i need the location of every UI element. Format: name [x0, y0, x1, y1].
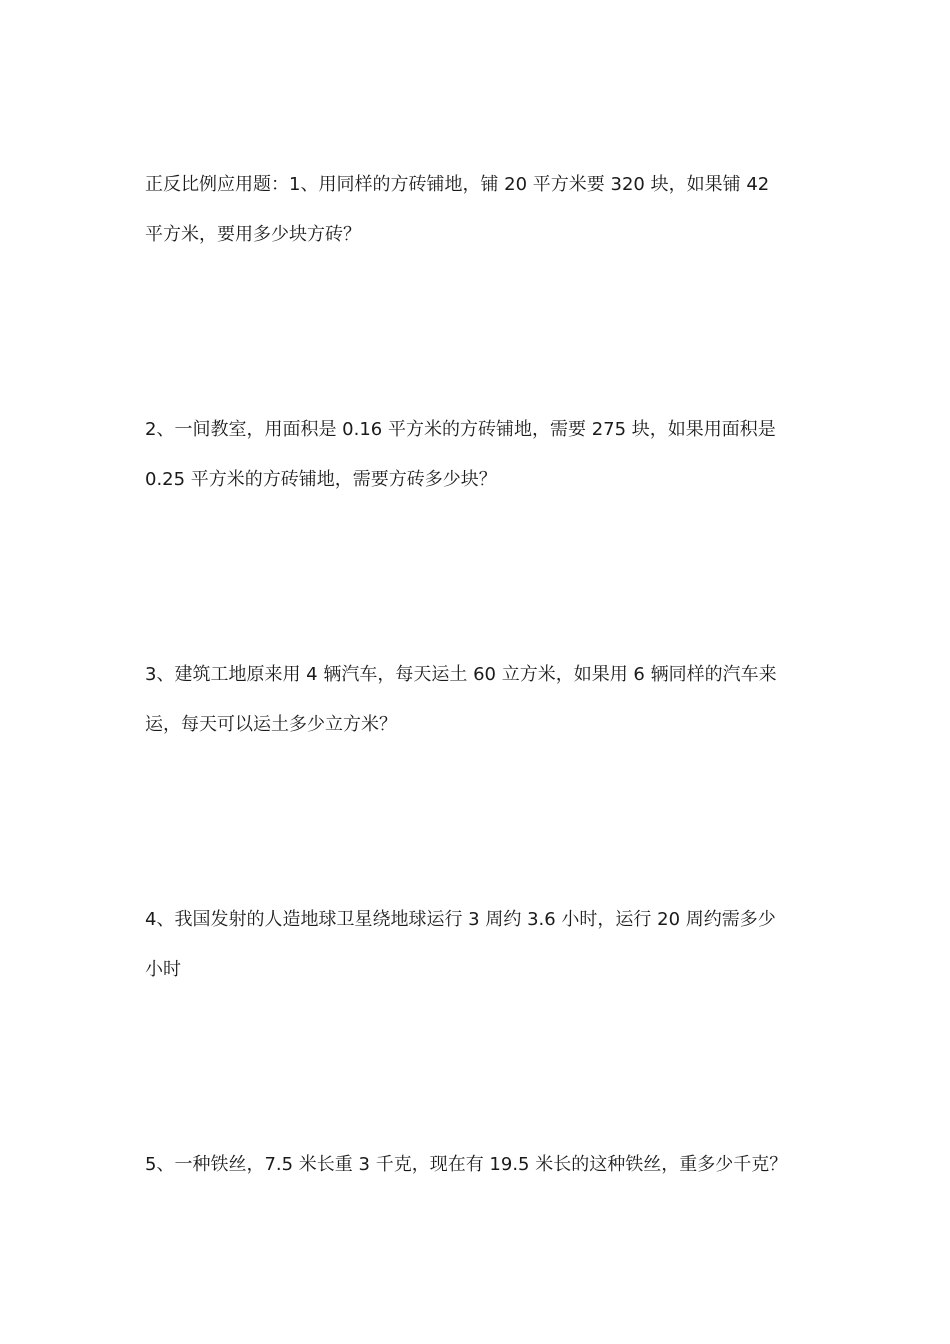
problem-3-line-2: 运，每天可以运土多少立方米？	[145, 714, 397, 735]
problem-4-line-1: 4、我国发射的人造地球卫星绕地球运行 3 周约 3.6 小时，运行 20 周约需多少	[145, 909, 776, 930]
problem-3-line-1: 3、建筑工地原来用 4 辆汽车，每天运土 60 立方米，如果用 6 辆同样的汽车来	[145, 664, 777, 685]
problem-2	[145, 405, 810, 505]
problem-5	[145, 1140, 810, 1190]
problem-5-line-1: 5、一种铁丝，7.5 米长重 3 千克，现在有 19.5 米长的这种铁丝，重多少千克？	[145, 1154, 788, 1175]
problem-4-line-2: 小时	[145, 959, 181, 980]
problem-2-line-1: 2、一间教室，用面积是 0.16 平方米的方砖铺地，需要 275 块，如果用面积是	[145, 419, 776, 440]
problem-1-line-2: 平方米，要用多少块方砖？	[145, 224, 361, 245]
problem-3	[145, 650, 810, 750]
problem-4	[145, 895, 810, 995]
problem-2-line-2: 0.25 平方米的方砖铺地，需要方砖多少块？	[145, 469, 497, 490]
problem-1	[145, 160, 810, 260]
problem-1-line-1: 正反比例应用题：1、用同样的方砖铺地，铺 20 平方米要 320 块，如果铺 42	[145, 174, 770, 195]
